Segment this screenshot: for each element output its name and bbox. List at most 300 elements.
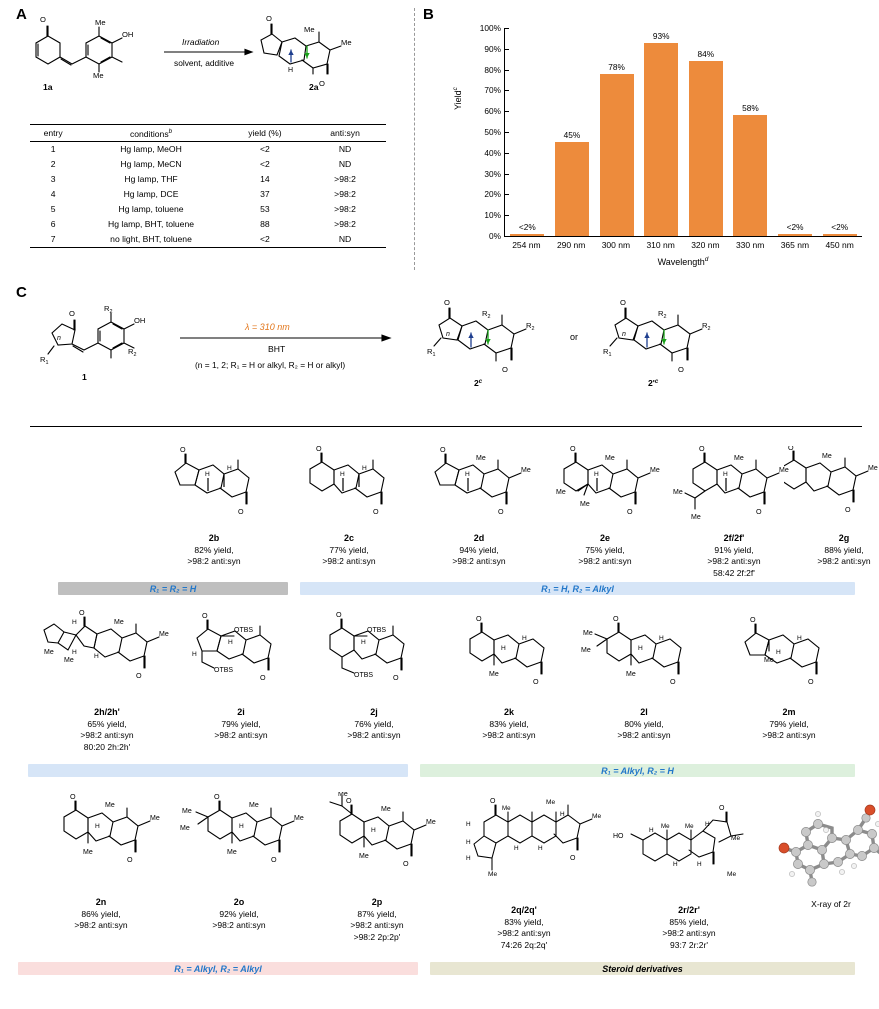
svg-text:O: O bbox=[271, 855, 277, 864]
svg-text:H: H bbox=[723, 471, 728, 478]
xray-caption: X-ray of 2r bbox=[811, 899, 851, 909]
xray-structure-image bbox=[766, 790, 879, 894]
cell-yield: 88 bbox=[260, 219, 270, 230]
structure-2i bbox=[176, 610, 306, 702]
panel-b bbox=[420, 0, 879, 278]
svg-text:O: O bbox=[444, 298, 450, 307]
structure-2h bbox=[42, 610, 172, 702]
cell-entry: 7 bbox=[30, 232, 76, 248]
svg-text:H: H bbox=[638, 645, 643, 652]
svg-text:H: H bbox=[228, 639, 233, 646]
category-label: R₁ = R₂ = H bbox=[146, 584, 201, 594]
product-card bbox=[669, 446, 799, 579]
svg-text:O: O bbox=[678, 365, 684, 374]
y-tick: 100% bbox=[479, 23, 501, 33]
product-line: 80% yield, bbox=[624, 718, 664, 729]
product-caption bbox=[444, 905, 604, 951]
structure-2c bbox=[289, 446, 409, 528]
svg-text:2a: 2a bbox=[309, 82, 319, 92]
svg-text:H: H bbox=[239, 823, 244, 830]
svg-text:Me: Me bbox=[294, 815, 304, 822]
table-row bbox=[30, 232, 386, 248]
svg-text:OH: OH bbox=[134, 316, 146, 325]
x-tick: 290 nm bbox=[556, 240, 586, 250]
svg-text:R2: $R_2$ bbox=[658, 309, 667, 320]
svg-text:Me: Me bbox=[182, 808, 192, 815]
svg-text:Me: Me bbox=[83, 849, 93, 856]
svg-text:n: n bbox=[622, 331, 626, 338]
svg-text:Me: Me bbox=[626, 671, 636, 678]
y-tick: 0% bbox=[489, 231, 501, 241]
svg-text:O: O bbox=[620, 298, 626, 307]
bar-group bbox=[817, 28, 862, 236]
svg-text:H: H bbox=[95, 823, 100, 830]
svg-text:Me: Me bbox=[661, 823, 670, 830]
product-line: >98:2 anti:syn bbox=[80, 730, 134, 740]
svg-text:OTBS: OTBS bbox=[354, 672, 374, 679]
bar-value-label: 93% bbox=[652, 30, 670, 41]
th-entry: entry bbox=[30, 125, 76, 142]
svg-text:O: O bbox=[788, 446, 794, 452]
product-line: 86% yield, bbox=[81, 908, 121, 919]
table-row bbox=[30, 172, 386, 187]
svg-text:H: H bbox=[94, 653, 99, 660]
product-line: 74:26 2q:2q' bbox=[500, 939, 548, 950]
svg-text:Me: Me bbox=[546, 799, 556, 806]
x-tick: 300 nm bbox=[601, 240, 631, 250]
y-tick: 50% bbox=[484, 127, 501, 137]
bar bbox=[600, 74, 634, 236]
svg-text:HO: HO bbox=[613, 833, 624, 840]
bar-group bbox=[728, 28, 773, 236]
product-line: 93:7 2r:2r' bbox=[669, 939, 708, 950]
product-line: >98:2 anti:syn bbox=[617, 730, 671, 740]
svg-text:O: O bbox=[533, 677, 539, 686]
cell-conditions: Hg lamp, MeCN bbox=[120, 159, 182, 170]
bar bbox=[510, 234, 544, 236]
svg-text:H: H bbox=[466, 855, 471, 862]
product-line: >98:2 anti:syn bbox=[322, 556, 376, 566]
th-yield: yield (%) bbox=[226, 125, 304, 142]
product-row-1 bbox=[24, 446, 878, 586]
product-name: 2p bbox=[371, 897, 383, 907]
product-line: >98:2 anti:syn bbox=[350, 920, 404, 930]
svg-text:O: O bbox=[403, 859, 409, 868]
product-name: 2k bbox=[503, 707, 514, 717]
svg-text:O: O bbox=[627, 507, 633, 516]
structure-2j bbox=[309, 610, 439, 702]
product-line: 77% yield, bbox=[329, 544, 369, 555]
svg-text:O: O bbox=[260, 673, 266, 682]
svg-text:Me: Me bbox=[426, 819, 436, 826]
svg-text:Me: Me bbox=[180, 825, 190, 832]
svg-text:R2: $R_2$ bbox=[482, 309, 491, 320]
svg-text:Me: Me bbox=[476, 455, 486, 462]
product-card bbox=[36, 792, 166, 932]
svg-text:O: O bbox=[214, 792, 220, 801]
svg-text:Me: Me bbox=[605, 455, 615, 462]
svg-text:H: H bbox=[72, 619, 77, 626]
svg-text:1a: 1a bbox=[43, 82, 53, 92]
structure-2k bbox=[449, 610, 569, 702]
cell-yield: 14 bbox=[260, 174, 270, 185]
bar-value-label: 45% bbox=[563, 130, 581, 141]
product-card bbox=[174, 792, 304, 932]
chart-x-axis-label: Wavelength$^d$ bbox=[657, 256, 709, 267]
product-line: 83% yield, bbox=[504, 916, 544, 927]
svg-text:Me: Me bbox=[734, 455, 744, 462]
product-line: >98:2 anti:syn bbox=[452, 556, 506, 566]
svg-text:O: O bbox=[808, 677, 814, 686]
category-bar-r1h-r2alkyl-cont bbox=[28, 764, 408, 777]
bar bbox=[733, 115, 767, 236]
svg-text:Me: Me bbox=[868, 465, 878, 472]
svg-text:H: H bbox=[705, 821, 710, 828]
y-tick: 20% bbox=[484, 189, 501, 200]
svg-text:Me: Me bbox=[341, 38, 352, 47]
product-card bbox=[579, 610, 709, 742]
product-line: 76% yield, bbox=[354, 718, 394, 729]
product-card bbox=[289, 446, 409, 568]
svg-text:Me: Me bbox=[731, 835, 741, 842]
table-header-row bbox=[30, 125, 386, 142]
structure-2q bbox=[444, 782, 604, 900]
table-row bbox=[30, 157, 386, 172]
cell-yield: <2 bbox=[260, 159, 270, 170]
svg-text:Me: Me bbox=[685, 823, 694, 830]
svg-text:Me: Me bbox=[95, 18, 106, 27]
product-row-2 bbox=[24, 610, 864, 760]
table-row bbox=[30, 217, 386, 232]
product-line: >98:2 anti:syn bbox=[662, 928, 716, 938]
cell-yield: 53 bbox=[260, 204, 270, 215]
svg-text:H: H bbox=[288, 67, 294, 74]
svg-text:O: O bbox=[498, 507, 504, 516]
svg-text:solvent, additive: solvent, additive bbox=[174, 58, 235, 68]
bar-group bbox=[505, 28, 550, 236]
th-conditions: conditions$^b$ bbox=[76, 125, 226, 142]
product-name: 2q/2q' bbox=[511, 905, 537, 915]
xray-card bbox=[766, 790, 879, 911]
product-name: 2l bbox=[640, 707, 648, 717]
svg-text:O: O bbox=[670, 677, 676, 686]
bar-value-label: 78% bbox=[608, 61, 625, 72]
svg-text:R1: $R_1$ bbox=[603, 347, 612, 358]
product-card bbox=[414, 446, 544, 568]
product-caption bbox=[42, 707, 172, 753]
svg-text:Me: Me bbox=[159, 631, 169, 638]
svg-text:O: O bbox=[570, 446, 576, 453]
product-line: >98:2 anti:syn bbox=[497, 928, 551, 938]
product-card bbox=[784, 446, 879, 568]
product-caption bbox=[540, 533, 670, 568]
svg-text:H: H bbox=[538, 845, 543, 852]
svg-text:Me: Me bbox=[359, 853, 369, 860]
cell-entry: 4 bbox=[50, 189, 56, 200]
bar-value-label: <2% bbox=[786, 221, 804, 232]
product-caption bbox=[176, 707, 306, 742]
product-caption bbox=[579, 707, 709, 742]
svg-text:H: H bbox=[465, 471, 470, 478]
product-line: 65% yield, bbox=[87, 718, 127, 729]
svg-text:Me: Me bbox=[764, 657, 774, 664]
svg-text:OTBS: OTBS bbox=[367, 627, 387, 634]
panel-c-scheme bbox=[30, 288, 860, 416]
svg-text:Me: Me bbox=[227, 849, 237, 856]
panel-c-letter: C bbox=[16, 284, 27, 301]
product-line: 75% yield, bbox=[585, 544, 625, 555]
y-tick: 60% bbox=[484, 106, 501, 117]
table-row bbox=[30, 141, 386, 157]
svg-text:O: O bbox=[756, 507, 762, 516]
svg-text:Me: Me bbox=[44, 649, 54, 656]
svg-text:H: H bbox=[466, 839, 471, 846]
cell-ratio: ND bbox=[304, 232, 386, 248]
svg-text:H: H bbox=[514, 845, 519, 852]
structure-2f bbox=[669, 446, 799, 528]
category-bar-r1alkyl-r2alkyl bbox=[18, 962, 418, 975]
y-tick: 90% bbox=[484, 43, 501, 54]
svg-text:Me: Me bbox=[488, 871, 498, 878]
category-label: R₁ = H, R₂ = Alkyl bbox=[541, 583, 614, 594]
category-bar-r1h-r2alkyl bbox=[300, 582, 855, 595]
structure-2e bbox=[540, 446, 670, 528]
svg-text:O: O bbox=[750, 615, 756, 624]
product-card bbox=[154, 446, 274, 568]
svg-text:H: H bbox=[797, 635, 802, 642]
svg-text:O: O bbox=[70, 792, 76, 801]
chart-x-ticks bbox=[504, 240, 862, 250]
cell-entry: 5 bbox=[50, 204, 56, 215]
product-line: 79% yield, bbox=[221, 718, 261, 729]
category-label: R₁ = Alkyl, R₂ = Alkyl bbox=[174, 963, 262, 974]
product-caption bbox=[784, 533, 879, 568]
svg-text:Irradiation: Irradiation bbox=[182, 37, 220, 47]
svg-text:OTBS: OTBS bbox=[214, 667, 234, 674]
product-name: 2g bbox=[838, 533, 850, 543]
product-name: 2h/2h' bbox=[94, 707, 120, 717]
svg-text:Me: Me bbox=[105, 802, 115, 809]
svg-text:O: O bbox=[136, 671, 142, 680]
svg-text:Me: Me bbox=[779, 467, 789, 474]
product-card bbox=[309, 610, 439, 742]
svg-text:1: 1 bbox=[82, 372, 87, 382]
cell-ratio: >98:2 bbox=[334, 204, 356, 215]
cell-conditions: Hg lamp, MeOH bbox=[120, 144, 182, 155]
category-label: R₁ = Alkyl, R₂ = H bbox=[601, 765, 674, 776]
cell-conditions: Hg lamp, toluene bbox=[118, 204, 184, 215]
svg-text:2c: 2$^c$ bbox=[474, 378, 483, 388]
chart-plot-area bbox=[479, 23, 862, 241]
category-bar-steroid bbox=[430, 962, 855, 975]
cell-yield: 37 bbox=[260, 189, 270, 200]
chart-y-axis-label: Yield$^c$ bbox=[452, 87, 463, 110]
product-card bbox=[176, 610, 306, 742]
svg-text:Me: Me bbox=[691, 514, 701, 521]
product-line: >98:2 anti:syn bbox=[187, 556, 241, 566]
product-card bbox=[449, 610, 569, 742]
svg-text:Me: Me bbox=[592, 813, 602, 820]
bar-group bbox=[550, 28, 595, 236]
svg-text:R2: $R_2$ bbox=[526, 321, 535, 332]
product-line: 79% yield, bbox=[769, 718, 809, 729]
product-caption bbox=[154, 533, 274, 568]
svg-text:BHT: BHT bbox=[268, 344, 286, 354]
svg-text:H: H bbox=[227, 465, 232, 472]
svg-text:R2: $R_2$ bbox=[702, 321, 711, 332]
x-tick: 450 nm bbox=[825, 240, 854, 250]
product-line: 91% yield, bbox=[714, 544, 754, 555]
cell-ratio: >98:2 bbox=[334, 174, 356, 185]
cell-ratio: ND bbox=[338, 144, 352, 155]
svg-text:O: O bbox=[440, 446, 446, 454]
cell-ratio: >98:2 bbox=[334, 219, 356, 230]
svg-text:O: O bbox=[40, 15, 46, 24]
product-row-3 bbox=[24, 792, 864, 952]
product-name: 2b bbox=[208, 533, 220, 543]
svg-text:H: H bbox=[594, 471, 599, 478]
svg-text:(n = 1, 2; R₁ = H or alkyl, R₂: (n = 1, 2; R₁ = H or alkyl, R₂ = H or alkyl) bbox=[195, 360, 346, 370]
svg-text:O: O bbox=[202, 611, 208, 620]
product-card bbox=[444, 782, 604, 951]
svg-text:Me: Me bbox=[381, 806, 391, 813]
svg-text:O: O bbox=[79, 610, 85, 617]
y-tick: 70% bbox=[484, 85, 501, 96]
svg-text:H: H bbox=[522, 635, 527, 642]
product-line: 87% yield, bbox=[357, 908, 397, 919]
structure-2d bbox=[414, 446, 544, 528]
svg-text:H: H bbox=[340, 471, 345, 478]
x-tick: 330 nm bbox=[735, 240, 765, 250]
product-card bbox=[42, 610, 172, 753]
cell-entry: 6 bbox=[50, 219, 56, 230]
bar-value-label: <2% bbox=[831, 221, 849, 232]
y-tick: 10% bbox=[484, 210, 501, 221]
svg-text:n: n bbox=[57, 335, 61, 342]
svg-text:R2: $R_2$ bbox=[128, 347, 137, 358]
structure-2n bbox=[36, 792, 166, 892]
product-line: 58:42 2f:2f' bbox=[713, 567, 755, 578]
svg-text:H: H bbox=[466, 821, 471, 828]
product-card bbox=[312, 792, 442, 943]
svg-text:OH: OH bbox=[122, 30, 134, 39]
product-caption bbox=[669, 533, 799, 579]
product-line: >98:2 anti:syn bbox=[707, 556, 761, 566]
product-line: >98:2 anti:syn bbox=[74, 920, 128, 930]
cell-entry: 3 bbox=[50, 174, 56, 185]
table-row bbox=[30, 202, 386, 217]
svg-text:O: O bbox=[393, 673, 399, 682]
product-name: 2f/2f' bbox=[723, 533, 745, 543]
product-line: 88% yield, bbox=[824, 544, 864, 555]
bar-group bbox=[684, 28, 729, 236]
svg-text:Me: Me bbox=[521, 467, 531, 474]
cell-yield: <2 bbox=[226, 232, 304, 248]
conditions-table bbox=[30, 124, 386, 248]
cell-yield: <2 bbox=[260, 144, 270, 155]
product-name: 2i bbox=[237, 707, 245, 717]
svg-text:O: O bbox=[613, 614, 619, 623]
svg-text:Me: Me bbox=[650, 467, 660, 474]
svg-text:R1: $R_1$ bbox=[40, 355, 49, 366]
y-tick: 30% bbox=[484, 168, 501, 179]
cell-ratio: ND bbox=[338, 159, 352, 170]
product-caption bbox=[414, 533, 544, 568]
product-caption bbox=[312, 897, 442, 943]
svg-text:H: H bbox=[697, 861, 702, 868]
panel-a-letter: A bbox=[16, 6, 27, 23]
product-name: 2n bbox=[95, 897, 107, 907]
y-tick: 80% bbox=[484, 64, 501, 75]
product-caption bbox=[449, 707, 569, 742]
svg-text:O: O bbox=[570, 855, 576, 862]
product-name: 2d bbox=[473, 533, 485, 543]
product-line: 80:20 2h:2h' bbox=[83, 741, 131, 752]
product-line: >98:2 anti:syn bbox=[817, 556, 871, 566]
bar-group bbox=[594, 28, 639, 236]
product-line: 82% yield, bbox=[194, 544, 234, 555]
bar-group bbox=[639, 28, 684, 236]
svg-text:H: H bbox=[673, 861, 678, 868]
svg-text:2'c: $2'^c$ bbox=[648, 378, 659, 388]
svg-text:Me: Me bbox=[673, 489, 683, 496]
bar bbox=[778, 234, 812, 236]
bar bbox=[555, 142, 589, 236]
category-label: Steroid derivatives bbox=[602, 963, 683, 974]
x-tick: 310 nm bbox=[646, 240, 675, 250]
svg-text:O: O bbox=[319, 79, 325, 88]
x-tick: 254 nm bbox=[512, 240, 541, 250]
svg-text:Me: Me bbox=[93, 71, 104, 80]
svg-text:Me: Me bbox=[502, 805, 511, 812]
category-bar-r1r2h bbox=[58, 582, 288, 595]
structure-2b bbox=[154, 446, 274, 528]
svg-text:Me: Me bbox=[583, 630, 593, 637]
bar bbox=[823, 234, 857, 236]
product-name: 2m bbox=[782, 707, 796, 717]
x-tick: 365 nm bbox=[780, 240, 810, 250]
panel-c-divider bbox=[30, 426, 862, 427]
svg-text:H: H bbox=[501, 645, 506, 652]
svg-text:n: n bbox=[446, 331, 450, 338]
product-caption bbox=[609, 905, 769, 951]
panel-a bbox=[0, 0, 404, 270]
svg-text:H: H bbox=[776, 649, 781, 656]
svg-text:H: H bbox=[192, 651, 197, 658]
bar-value-label: <2% bbox=[518, 221, 536, 232]
svg-text:O: O bbox=[180, 446, 186, 454]
svg-text:O: O bbox=[336, 610, 342, 619]
svg-text:Me: Me bbox=[580, 501, 590, 508]
cell-conditions: no light, BHT, toluene bbox=[76, 232, 226, 248]
product-name: 2r/2r' bbox=[678, 905, 700, 915]
product-line: >98:2 anti:syn bbox=[762, 730, 816, 740]
svg-text:R2: $R_2$ bbox=[104, 304, 113, 315]
product-line: >98:2 anti:syn bbox=[578, 556, 632, 566]
cell-conditions: Hg lamp, THF bbox=[124, 174, 178, 185]
svg-text:O: O bbox=[69, 309, 75, 318]
svg-text:Me: Me bbox=[489, 671, 499, 678]
product-line: 92% yield, bbox=[219, 908, 259, 919]
svg-text:O: O bbox=[266, 14, 272, 23]
svg-text:Me: Me bbox=[249, 802, 259, 809]
svg-text:H: H bbox=[659, 635, 664, 642]
svg-text:H: H bbox=[371, 827, 376, 834]
svg-text:O: O bbox=[490, 798, 496, 805]
product-caption bbox=[724, 707, 854, 742]
structure-2o bbox=[174, 792, 304, 892]
structure-2r bbox=[609, 782, 769, 900]
